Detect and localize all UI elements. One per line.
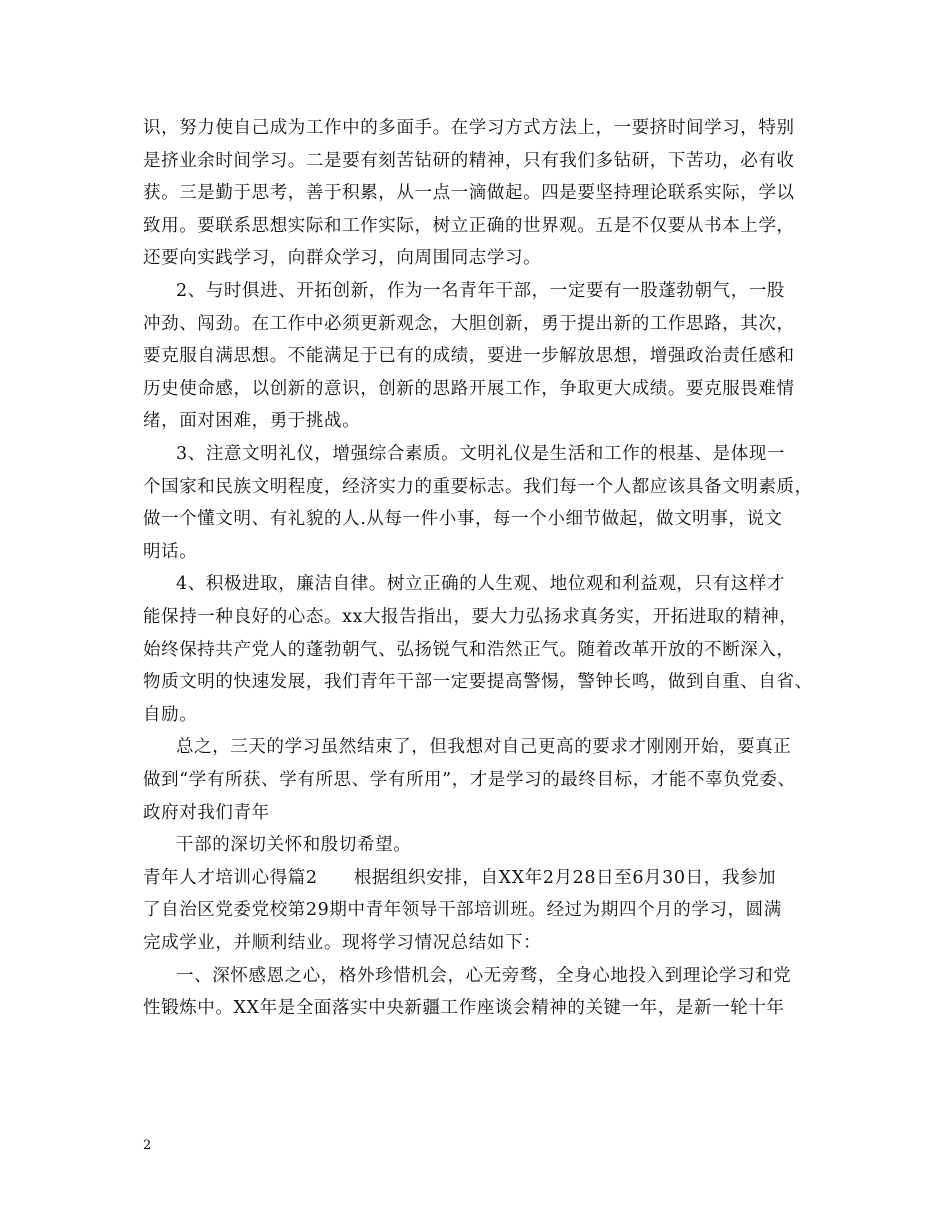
- text-line: 个国家和民族文明程度，经济实力的重要标志。我们每一个人都应该具备文明素质，: [143, 476, 813, 497]
- text-line: 物质文明的快速发展，我们青年干部一定要提高警惕，警钟长鸣，做到自重、自省、: [143, 672, 813, 693]
- text-line: 了自治区党委党校第29期中青年领导干部培训班。经过为期四个月的学习，圆满: [143, 900, 782, 921]
- text-line: 性锻炼中。XX年是全面落实中央新疆工作座谈会精神的关键一年，是新一轮十年: [143, 998, 785, 1019]
- text-line: 做一个懂文明、有礼貌的人.从每一件小事，每一个小细节做起，做文明事，说文: [143, 509, 783, 530]
- text-line: 明话。: [143, 541, 198, 562]
- page-number: 2: [143, 1138, 152, 1153]
- text-line: 干部的深切关怀和殷切希望。: [176, 835, 412, 856]
- text-line: 要克服自满思想。不能满足于已有的成绩，要进一步解放思想，增强政治责任感和: [143, 346, 795, 367]
- text-line: 历史使命感，以创新的意识，创新的思路开展工作，争取更大成绩。要克服畏难情: [143, 378, 795, 399]
- text-line: 3、注意文明礼仪，增强综合素质。文明礼仪是生活和工作的根基、是体现一: [176, 444, 786, 464]
- text-line: 一、深怀感恩之心，格外珍惜机会，心无旁骛，全身心地投入到理论学习和党: [176, 965, 792, 986]
- text-line: 总之，三天的学习虽然结束了，但我想对自己更高的要求才刚刚开始，要真正: [176, 737, 792, 758]
- text-line: 完成学业，并顺利结业。现将学习情况总结如下：: [143, 933, 542, 953]
- text-line: 致用。要联系思想实际和工作实际，树立正确的世界观。五是不仅要从书本上学，: [143, 215, 795, 236]
- text-line: 还要向实践学习，向群众学习，向周围同志学习。: [143, 248, 542, 269]
- text-line: 绪，面对困难，勇于挑战。: [143, 411, 361, 432]
- text-line: 是挤业余时间学习。二是要有刻苦钻研的精神，只有我们多钻研，下苦功，必有收: [143, 150, 795, 171]
- text-line: 4、积极进取，廉洁自律。树立正确的人生观、地位观和利益观，只有这样才: [176, 574, 786, 595]
- text-line: 青年人才培训心得篇2 根据组织安排，自XX年2月28日至6月30日，我参加: [143, 867, 777, 888]
- text-line: 能保持一种良好的心态。xx大报告指出，要大力弘扬求真务实，开拓进取的精神，: [143, 607, 798, 627]
- text-line: 政府对我们青年: [143, 802, 270, 823]
- text-line: 识，努力使自己成为工作中的多面手。在学习方式方法上，一要挤时间学习，特别: [143, 118, 795, 138]
- text-line: 做到“学有所获、学有所思、学有所用”，才是学习的最终目标，才能不辜负党委、: [143, 770, 796, 790]
- text-line: 2、与时俱进、开拓创新，作为一名青年干部，一定要有一股蓬勃朝气，一股: [176, 281, 786, 301]
- text-line: 获。三是勤于思考，善于积累，从一点一滴做起。四是要坚持理论联系实际，学以: [143, 183, 795, 204]
- text-line: 自励。: [143, 704, 198, 725]
- text-line: 冲劲、闯劲。在工作中必须更新观念，大胆创新，勇于提出新的工作思路，其次，: [143, 313, 795, 334]
- text-line: 始终保持共产党人的蓬勃朝气、弘扬锐气和浩然正气。随着改革开放的不断深入，: [143, 639, 795, 660]
